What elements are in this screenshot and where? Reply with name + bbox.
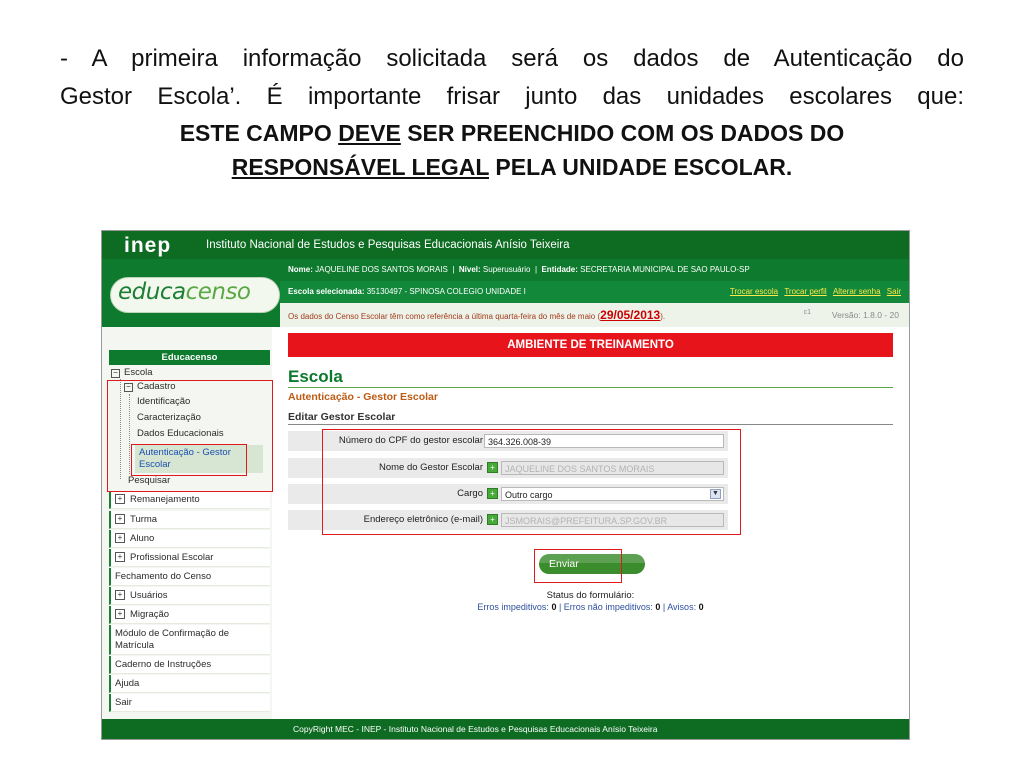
nivel-value: Superusuário [482, 265, 531, 274]
collapse-icon[interactable]: − [111, 369, 120, 378]
form-title-divider [288, 424, 893, 425]
email-label: Endereço eletrônico (e-mail) [363, 514, 483, 525]
page-title: Escola [288, 367, 343, 386]
version-label: Versão: 1.8.0 - 20 [831, 310, 899, 320]
educacenso-logo-box [102, 259, 280, 327]
collapse-icon[interactable]: − [124, 383, 133, 392]
cpf-label: Número do CPF do gestor escolar [338, 435, 483, 446]
slide-line-4 [60, 150, 964, 184]
educacenso-logo [118, 279, 251, 305]
sidebar-item-aluno[interactable] [109, 530, 270, 548]
slide-line-4-underline: RESPONSÁVEL LEGAL [231, 154, 490, 180]
slide-line-1: - A primeira informação solicitada será os dados de Autenticação do [60, 45, 964, 72]
entidade-value: SECRETARIA MUNICIPAL DE SAO PAULO-SP [580, 265, 750, 274]
sidebar-item-identificacao[interactable]: Identificação [137, 396, 191, 407]
sidebar-label: Turma [130, 514, 158, 525]
sidebar-item-dados-educacionais[interactable]: Dados Educacionais [137, 428, 224, 439]
sidebar-label: Remanejamento [130, 494, 200, 505]
nome-input[interactable]: JAQUELINE DOS SANTOS MORAIS [501, 461, 724, 475]
header-links [726, 281, 901, 303]
sidebar-escola-label: Escola [124, 367, 153, 378]
escola-selecionada-label: Escola selecionada: [288, 287, 365, 296]
nome-label: Nome: [288, 265, 313, 274]
page-subtitle: Autenticação - Gestor Escolar [288, 391, 438, 403]
cargo-selected-value: Outro cargo [505, 490, 553, 500]
nao-impeditivos-label: Erros não impeditivos: [563, 602, 653, 612]
expand-icon[interactable]: + [115, 533, 125, 543]
trocar-escola-link[interactable]: Trocar escola [729, 287, 779, 296]
inep-name: Instituto Nacional de Estudos e Pesquisas Educacionais Anísio Teixeira [206, 239, 570, 251]
sidebar-item-caderno-instrucoes[interactable]: Caderno de Instruções [109, 656, 270, 674]
cpf-input[interactable]: 364.326.008-39 [484, 434, 724, 448]
sidebar-item-remanejamento[interactable] [109, 491, 270, 509]
trocar-perfil-link[interactable]: Trocar perfil [784, 287, 827, 296]
sidebar-label: Aluno [130, 533, 155, 544]
sidebar-item-escola[interactable] [111, 366, 153, 380]
footer: CopyRight MEC - INEP - Instituto Nacional de Estudos e Pesquisas Educacionais Anísio Teixeira [102, 719, 909, 739]
slide-line-3-underline: DEVE [338, 120, 401, 146]
sidebar-item-modulo-confirmacao[interactable]: Módulo de Confirmação de Matrícula [109, 625, 270, 655]
sidebar-item-autenticacao-gestor[interactable]: Autenticação - Gestor Escolar [135, 445, 263, 473]
c1-marker: c1 [803, 309, 811, 316]
sidebar-title: Educacenso [109, 350, 270, 365]
sidebar-item-migracao[interactable] [109, 606, 270, 624]
inep-topbar [102, 231, 909, 259]
sidebar-item-profissional-escolar[interactable] [109, 549, 270, 567]
notice-date: 29/05/2013 [600, 308, 661, 322]
notice-end: ). [660, 312, 666, 321]
cargo-label: Cargo [457, 488, 483, 499]
school-bar [280, 281, 909, 303]
slide-text [60, 40, 964, 184]
entidade-label: Entidade: [541, 265, 578, 274]
title-divider [288, 387, 893, 388]
edit-icon[interactable]: + [487, 488, 498, 499]
sidebar-cadastro-label: Cadastro [137, 381, 176, 392]
nome-value: JAQUELINE DOS SANTOS MORAIS [315, 265, 448, 274]
notice-bar [280, 303, 909, 327]
escola-selecionada-value: 35130497 - SPINOSA COLEGIO UNIDADE I [366, 287, 526, 296]
sidebar-item-pesquisar[interactable]: Pesquisar [128, 475, 171, 486]
nivel-label: Nível: [458, 265, 481, 274]
slide-line-3 [60, 116, 964, 150]
email-input[interactable]: JSMORAIS@PREFEITURA.SP.GOV.BR [501, 513, 724, 527]
expand-icon[interactable]: + [115, 514, 125, 524]
sidebar-item-ajuda[interactable]: Ajuda [109, 675, 270, 693]
highlight-box-active-item [131, 444, 247, 476]
sair-link[interactable]: Sair [886, 287, 901, 296]
logo-censo: censo [185, 279, 251, 305]
enviar-label: Enviar [549, 558, 579, 570]
avisos-value: 0 [698, 602, 704, 612]
nome-label: Nome do Gestor Escolar [378, 462, 483, 473]
expand-icon[interactable]: + [115, 552, 125, 562]
form-title: Editar Gestor Escolar [288, 411, 396, 423]
app-screenshot [101, 230, 910, 740]
erros-value: 0 [551, 602, 557, 612]
sidebar-label: Profissional Escolar [130, 552, 214, 563]
inep-logo: inep [124, 234, 172, 257]
status-line: Erros impeditivos: 0 | Erros não impeditivos: 0 | Avisos: 0 [477, 602, 704, 612]
expand-icon[interactable]: + [115, 494, 125, 504]
slide-line-4-b: PELA UNIDADE ESCOLAR. [489, 154, 793, 180]
expand-icon[interactable]: + [115, 590, 125, 600]
sidebar-item-sair[interactable]: Sair [109, 694, 270, 712]
highlight-box-button [534, 549, 622, 583]
sidebar-item-fechamento-censo[interactable]: Fechamento do Censo [109, 568, 270, 586]
sidebar-item-usuarios[interactable] [109, 587, 270, 605]
sidebar-item-turma[interactable] [109, 511, 270, 529]
alterar-senha-link[interactable]: Alterar senha [832, 287, 881, 296]
slide-line-3-a: ESTE CAMPO [179, 120, 339, 146]
edit-icon[interactable]: + [487, 514, 498, 525]
training-banner: AMBIENTE DE TREINAMENTO [288, 333, 893, 357]
slide-line-3-b: SER PREENCHIDO COM OS DADOS DO [400, 120, 845, 146]
expand-icon[interactable]: + [115, 609, 125, 619]
slide-line-2: Gestor Escola’. É importante frisar junto das unidades escolares que: [60, 83, 964, 110]
edit-icon[interactable]: + [487, 462, 498, 473]
highlight-box-form [322, 429, 741, 535]
logo-edu: educa [118, 279, 186, 305]
erros-label: Erros impeditivos: [477, 602, 549, 612]
chevron-down-icon[interactable]: ▼ [710, 489, 721, 499]
avisos-label: Avisos: [667, 602, 697, 612]
sidebar-label: Usuários [130, 590, 168, 601]
status-title: Status do formulário: [546, 590, 635, 601]
sidebar-item-caracterizacao[interactable]: Caracterização [137, 412, 201, 423]
user-info-bar: Nome: JAQUELINE DOS SANTOS MORAIS | Nível: Superusuário | Entidade: SECRETARIA MUNICIPAL DE SAO PAULO-SP [280, 259, 909, 281]
app-header [102, 259, 909, 327]
notice-text: Os dados do Censo Escolar têm como referência a última quarta-feira do mês de maio ( [288, 312, 601, 321]
nao-impeditivos-value: 0 [655, 602, 661, 612]
sidebar-label: Migração [130, 609, 170, 620]
